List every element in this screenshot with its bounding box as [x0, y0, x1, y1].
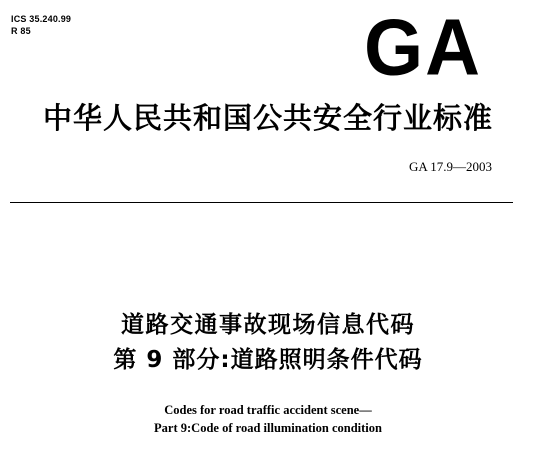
document-title-en-line2: Part 9:Code of road illumination condition: [154, 421, 382, 435]
standard-category-title: 中华人民共和国公共安全行业标准: [42, 101, 493, 135]
document-title-en-line1: Codes for road traffic accident scene—: [164, 403, 372, 417]
ga-logo: GA: [364, 2, 482, 93]
document-title-cn-line2: 第 9 部分:道路照明条件代码: [113, 347, 423, 373]
classification-codes: [11, 13, 71, 37]
ics-code: ICS 35.240.99: [11, 14, 72, 24]
divider-line: [10, 202, 513, 203]
ccs-code: R 85: [11, 26, 31, 36]
document-title-cn-line1: 道路交通事故现场信息代码: [121, 312, 415, 338]
standard-number: GA 17.9—2003: [408, 159, 492, 174]
